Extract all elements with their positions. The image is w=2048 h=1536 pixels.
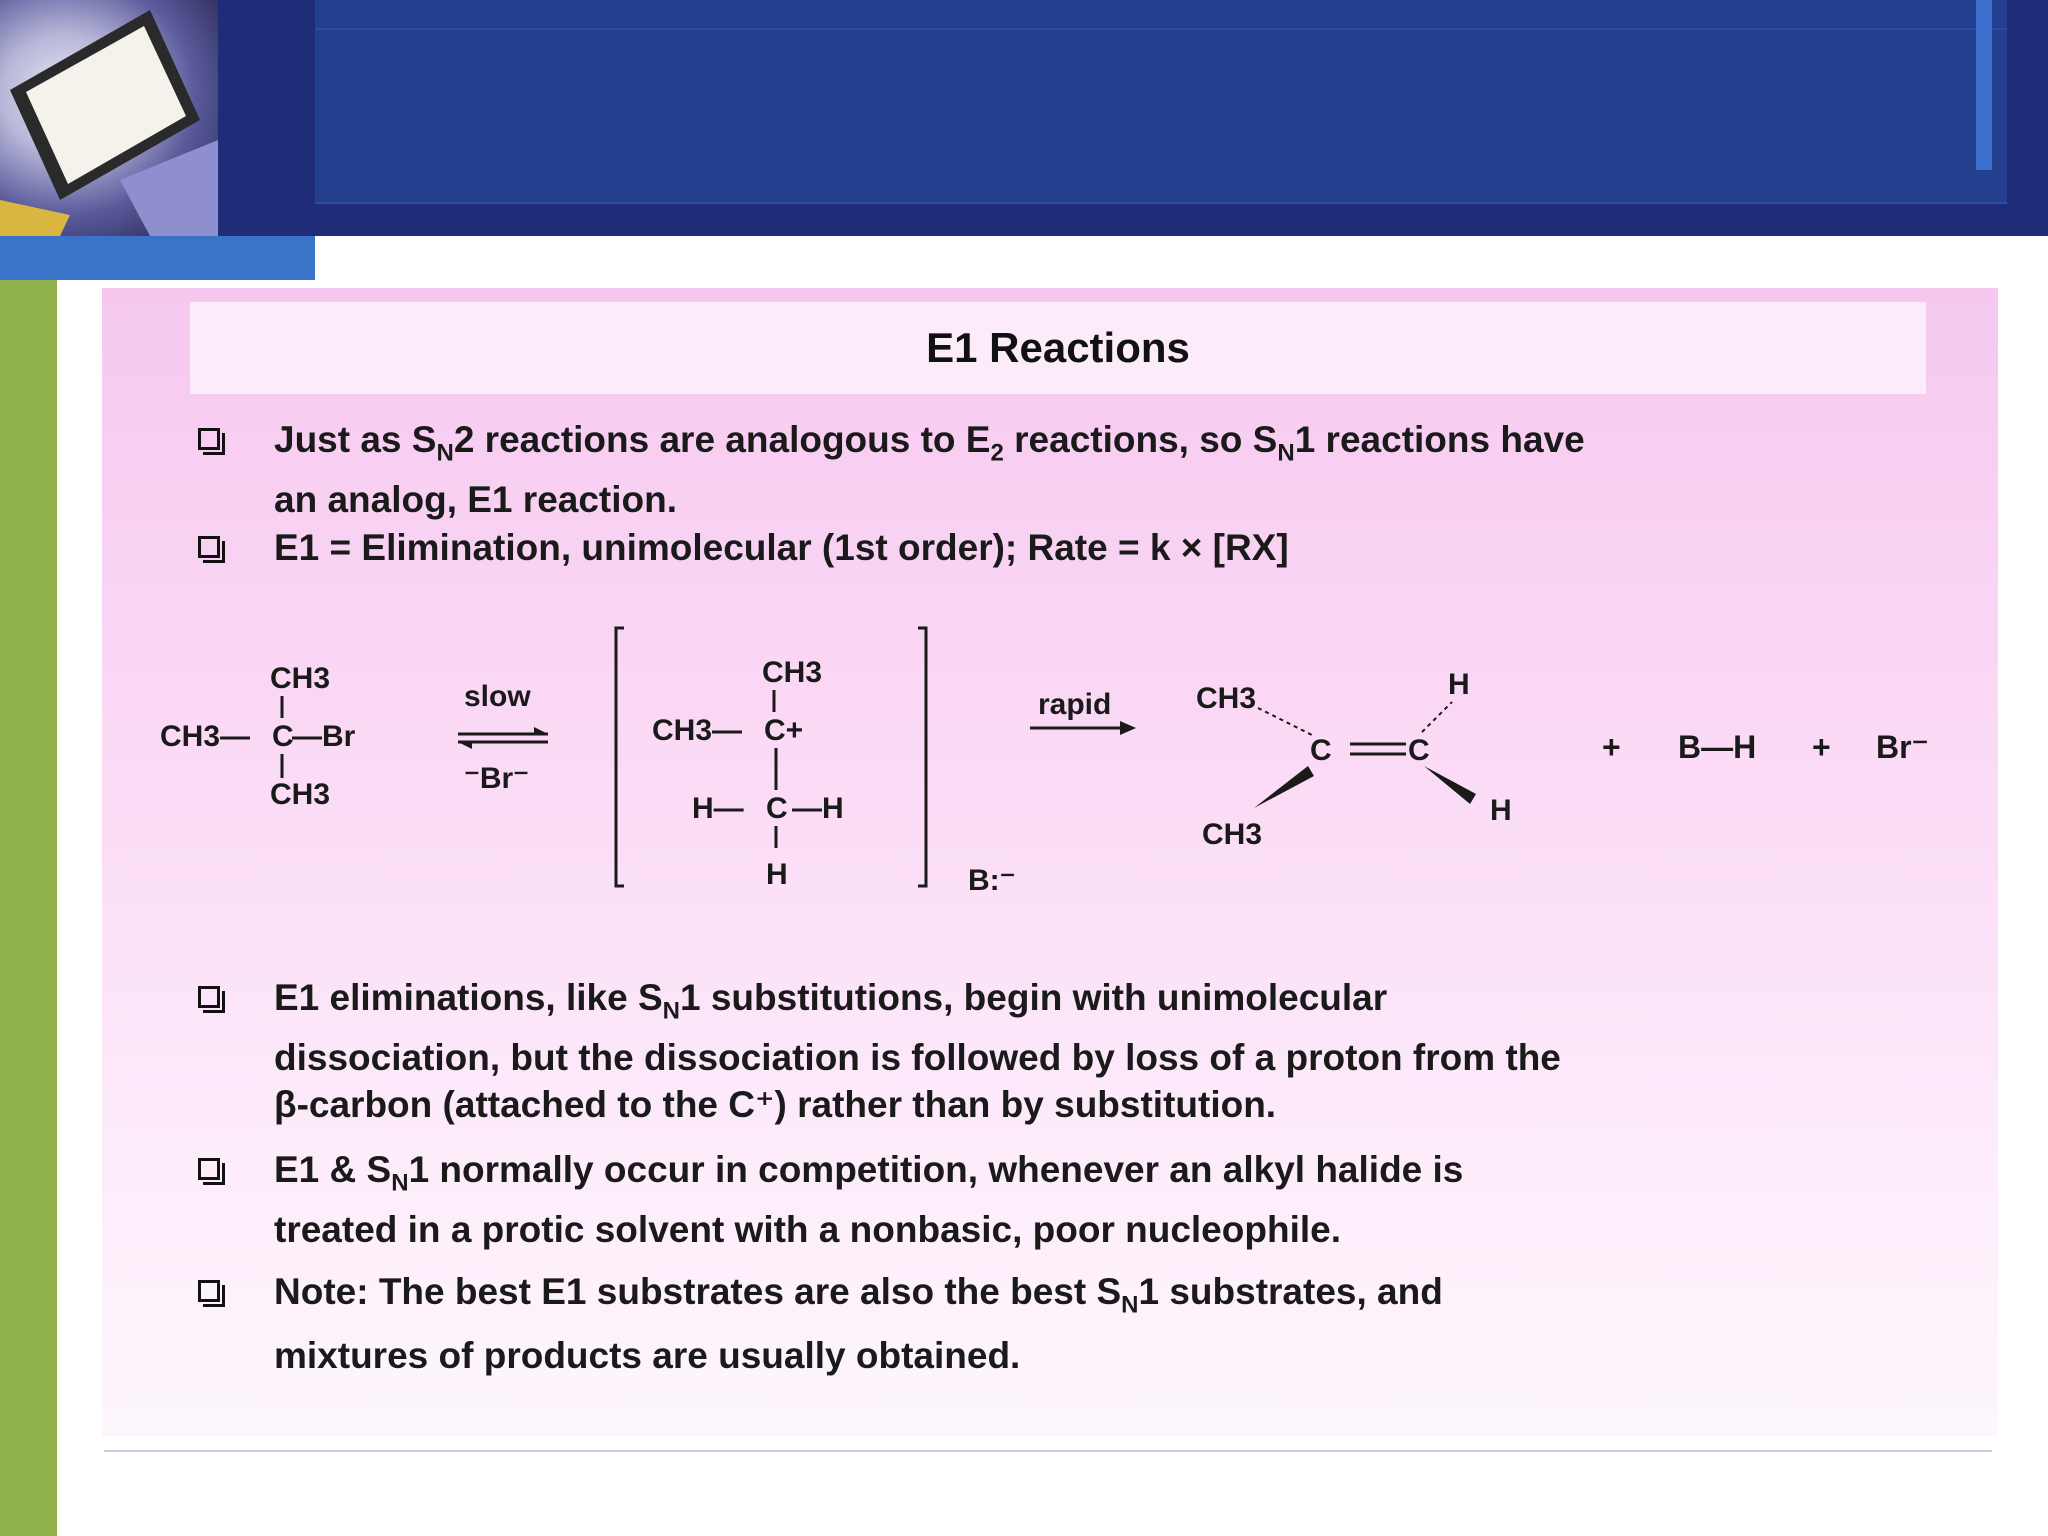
rapid-label: rapid: [1038, 688, 1112, 721]
intermediate-cation: C+: [764, 714, 804, 747]
e1-mechanism-diagram: [102, 608, 1998, 908]
bh-product: B—H: [1678, 729, 1757, 765]
intermediate-h-bottom: H: [766, 858, 788, 891]
intermediate-beta-c: C: [766, 792, 788, 825]
checkbox-bullet-icon: [198, 536, 220, 558]
left-green-bar: [0, 280, 57, 1536]
product-c1: C: [1310, 734, 1332, 767]
reactant-ch3-left: CH3—: [160, 720, 251, 753]
intermediate-h-right: —H: [792, 792, 844, 825]
title-band: [190, 302, 1926, 394]
bullet-4-text: E1 & $S_N1$ normally occur in competition, whenever an alkyl halide is treated in a protic solvent with a nonbasic, poor nucleophile.: [274, 1149, 1464, 1251]
checkbox-bullet-icon: [198, 1158, 220, 1180]
product-h-top: H: [1448, 668, 1470, 701]
product-h-bottom: H: [1490, 794, 1512, 827]
header-band: [0, 0, 2048, 236]
base-label: B:⁻: [968, 864, 1016, 897]
intermediate-h-left: H—: [692, 792, 744, 825]
product-c2: C: [1408, 734, 1430, 767]
intermediate-ch3-top: CH3: [762, 656, 823, 689]
reactant-ch3-bottom: CH3: [270, 778, 331, 811]
header-blue-strip: [0, 236, 315, 280]
slow-label: slow: [464, 680, 531, 713]
bromide-product: Br⁻: [1876, 729, 1929, 765]
slide-title: E1 Reactions: [926, 324, 1190, 371]
checkbox-bullet-icon: [198, 986, 220, 1008]
plus-sign: +: [1602, 729, 1621, 765]
bullet-2-text: E1 = Elimination, unimolecular (1st order); Rate = k × [RX]: [274, 527, 1289, 568]
slide-image: [102, 288, 1998, 1436]
header-accent-bar: [1976, 0, 1992, 170]
footer-divider: [104, 1450, 1992, 1452]
product-ch3-bottom: CH3: [1202, 818, 1263, 851]
plus-sign: +: [1812, 729, 1831, 765]
reactant-br: —Br: [292, 720, 356, 753]
bullet-1-text: Just as $S_N2$ reactions are analogous to $E_2$ reactions, so $S_N1$ reactions have an analog, E1 reaction.: [274, 419, 1585, 521]
intermediate-ch3-left: CH3—: [652, 714, 743, 747]
checkbox-bullet-icon: [198, 428, 220, 450]
reactant-ch3-top: CH3: [270, 662, 331, 695]
bullet-5-text: Note: The best E1 substrates are also the best $S_N1$ substrates, and mixtures of products are usually obtained.: [274, 1271, 1443, 1377]
checkbox-bullet-icon: [198, 1280, 220, 1302]
computer-logo-icon: [0, 0, 218, 236]
header-panel: [315, 0, 2007, 204]
bromide-leaving-label: ⁻Br⁻: [464, 762, 530, 795]
product-ch3-top: CH3: [1196, 682, 1257, 715]
reactant-c: C: [272, 720, 294, 753]
bullet-3-text: E1 eliminations, like $S_N1$ substitutions, begin with unimolecular dissociation, but the dissociation is followed by loss of a proton from the β-carbon (attached to the C⁺) rather than by substitution.: [274, 977, 1561, 1126]
